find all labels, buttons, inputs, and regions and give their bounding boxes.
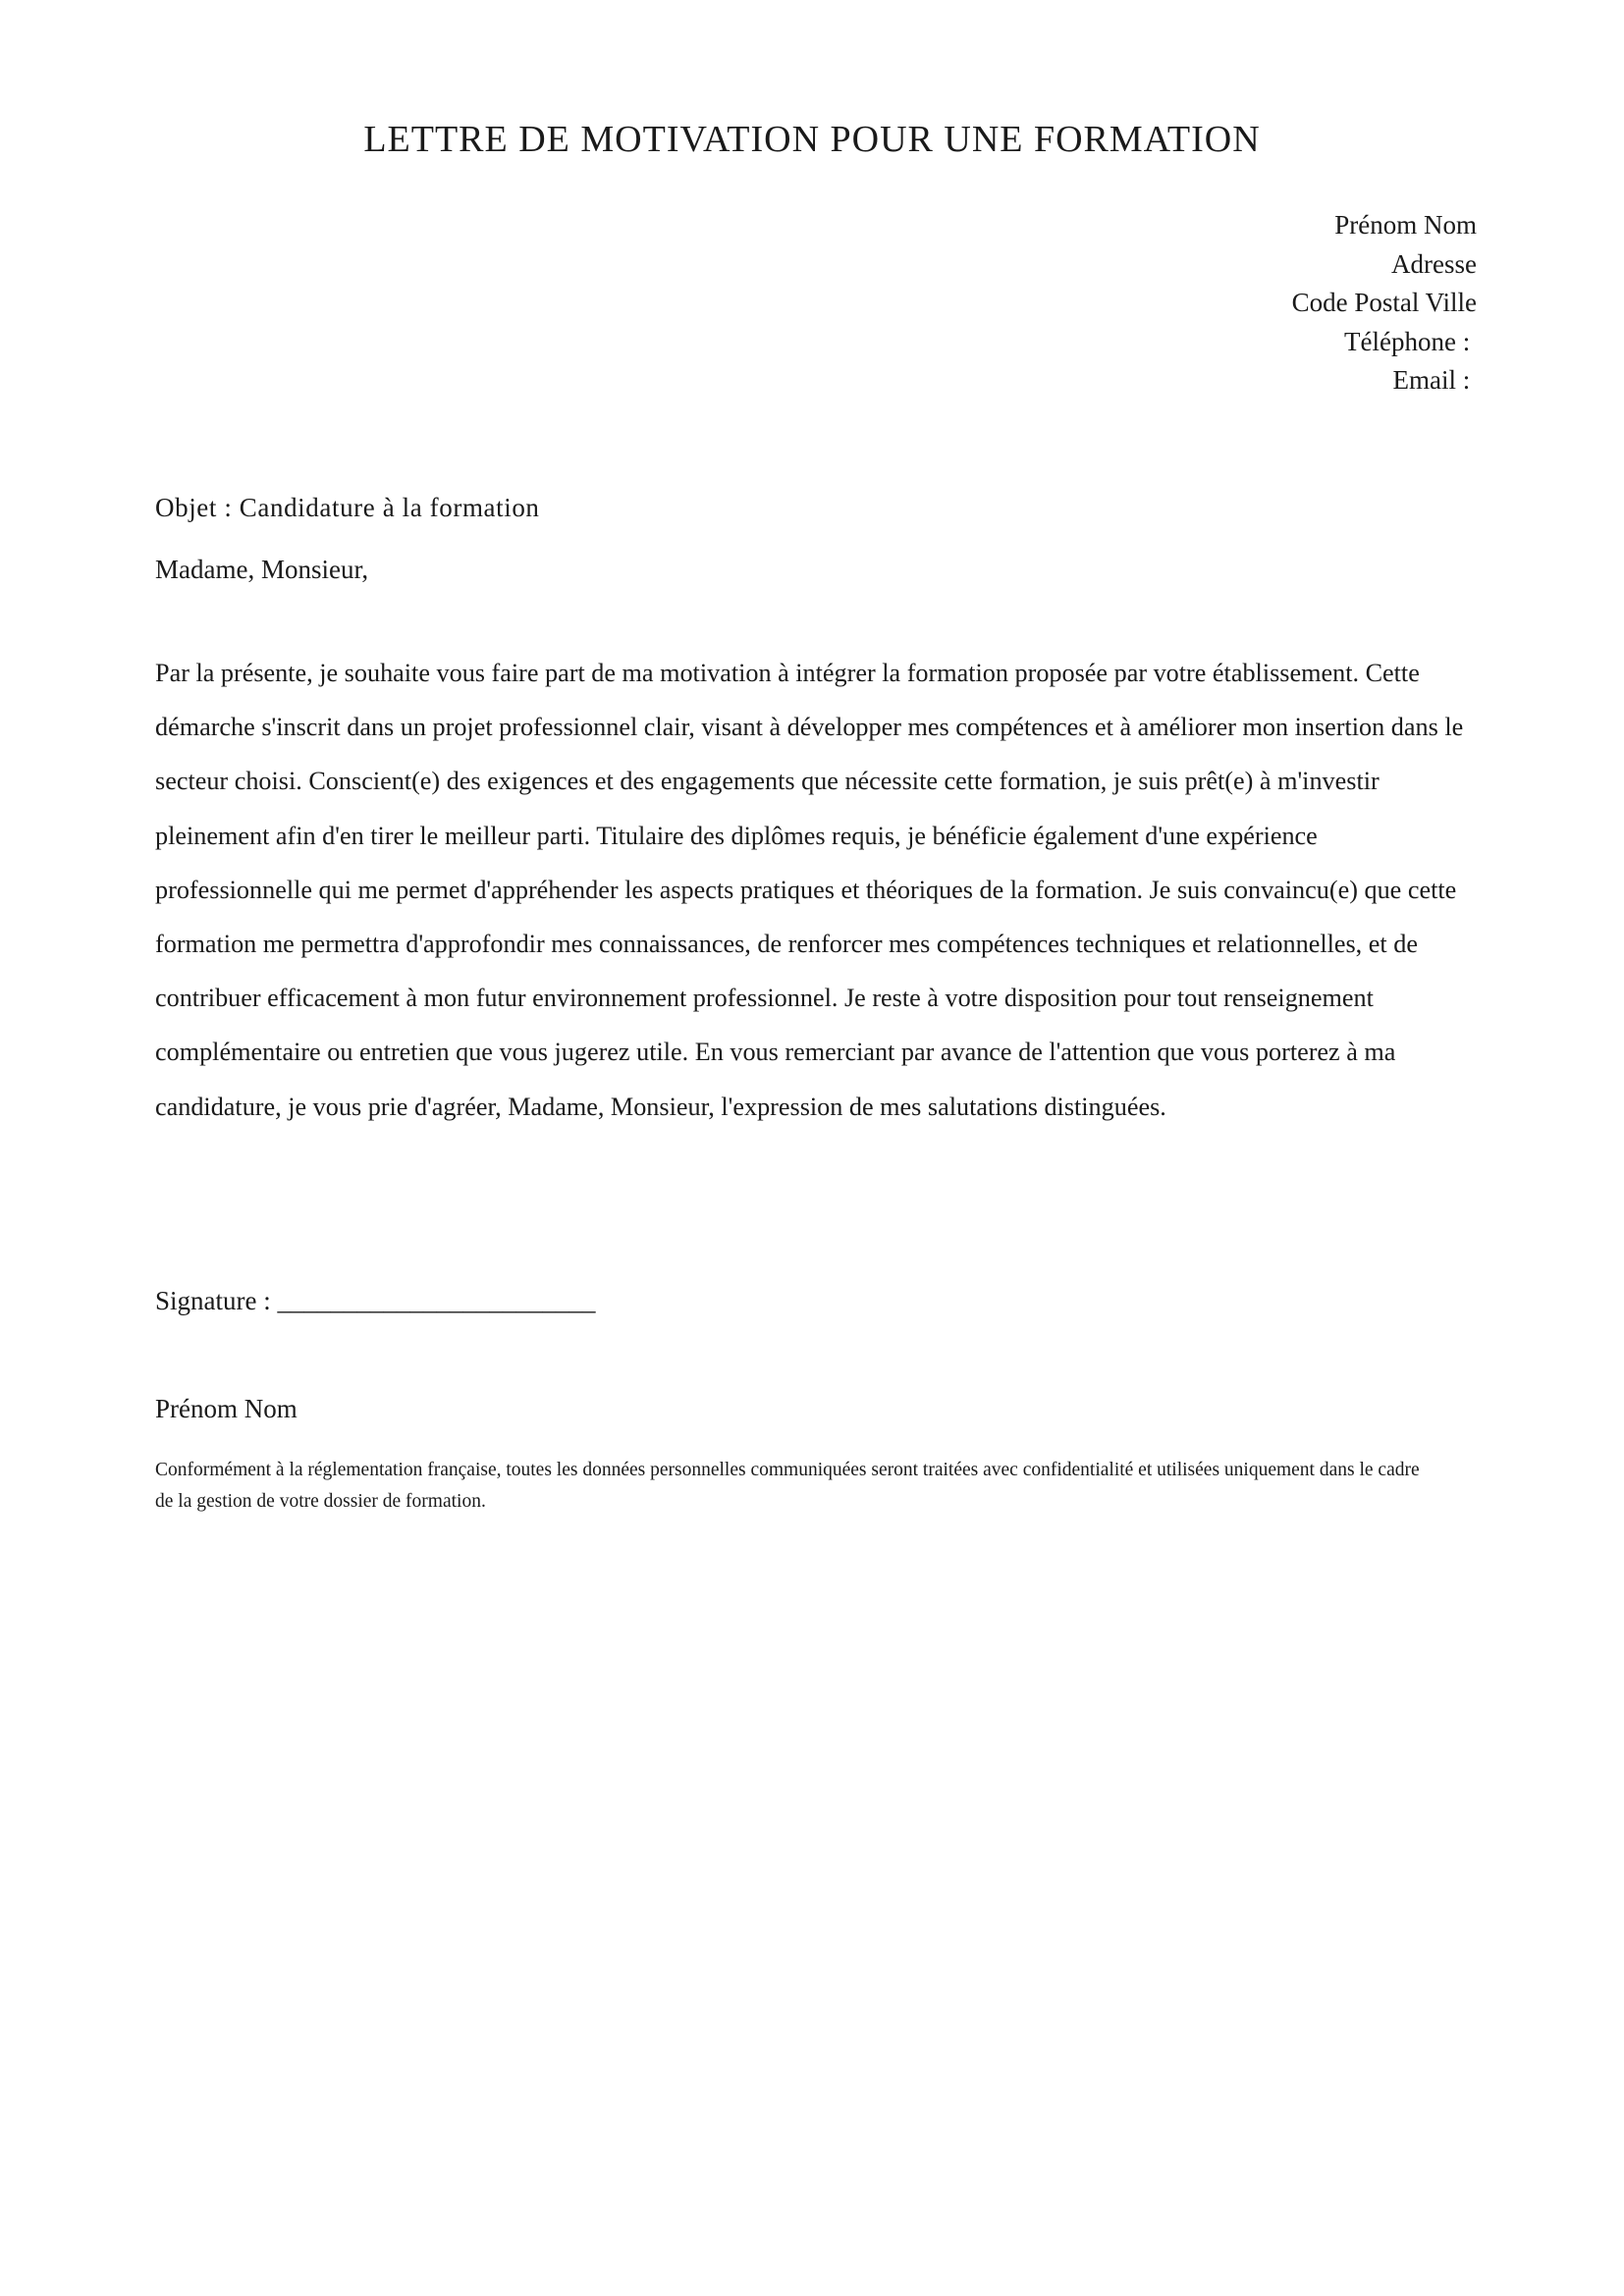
letter-title: LETTRE DE MOTIVATION POUR UNE FORMATION bbox=[363, 119, 1261, 160]
sender-phone: Téléphone : bbox=[1344, 326, 1477, 356]
letter-body: Par la présente, je souhaite vous faire part de ma motivation à intégrer la formation proposée par votre établissement. Cette démarche s'inscrit dans un projet professionnel clair, visant à développer mes compétences et à améliorer mon insertion dans le secteur choisi. Conscient(e) des exigences et des engagements que nécessite cette formation, je suis prêt(e) à m'investir pleinement afin d'en tirer le meilleur parti. Titulaire des diplômes requis, je bénéficie également d'une expérience professionnelle qui me permet d'appréhender les aspects pratiques et théoriques de la formation. Je suis convaincu(e) que cette formation me permettra d'approfondir mes connaissances, de renforcer mes compétences techniques et relationnelles, et de contribuer efficacement à mon futur environnement professionnel. Je reste à votre disposition pour tout renseignement complémentaire ou entretien que vous jugerez utile. En vous remerciant par avance de l'attention que vous porterez à ma candidature, je vous prie d'agréer, Madame, Monsieur, l'expression de mes salutations distinguées. bbox=[155, 659, 1464, 1121]
sender-city: Code Postal Ville bbox=[1291, 288, 1477, 317]
sender-name: Prénom Nom bbox=[1334, 210, 1477, 240]
sender-address: Adresse bbox=[1391, 248, 1477, 279]
signature-line: Signature : ________________________ bbox=[155, 1286, 596, 1315]
letter-salutation: Madame, Monsieur, bbox=[155, 555, 369, 584]
sender-email: Email : bbox=[1392, 365, 1477, 395]
sender-block bbox=[1292, 206, 1477, 400]
privacy-footnote: Conformément à la réglementation française, toutes les données personnelles communiquées seront traitées avec confidentialité et utilisées uniquement dans le cadre de la gestion de votre dossier de formation. bbox=[155, 1460, 1420, 1512]
letter-object: Objet : Candidature à la formation bbox=[155, 493, 540, 522]
signature-name: Prénom Nom bbox=[155, 1394, 298, 1423]
